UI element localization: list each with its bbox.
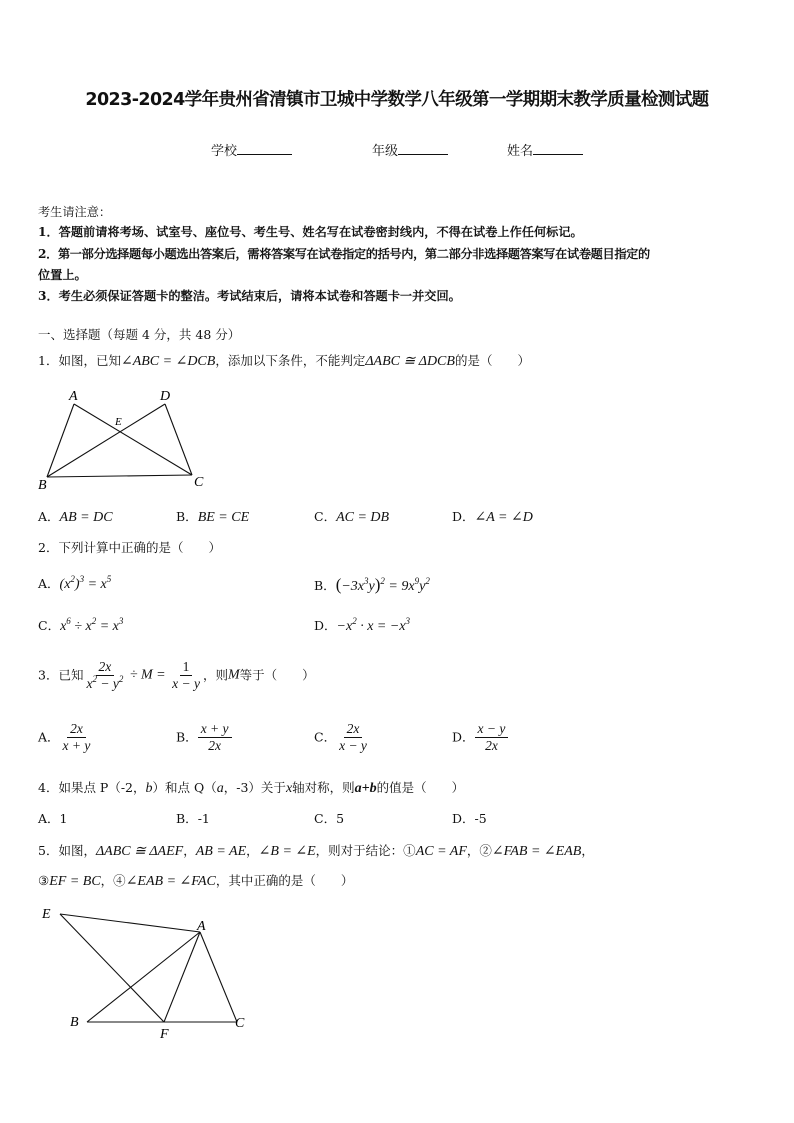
label-b: B — [70, 1015, 79, 1030]
school-blank[interactable] — [237, 142, 292, 155]
q4-option-b[interactable]: B．-1 — [176, 811, 210, 826]
grade-field[interactable]: 年级 — [372, 140, 448, 159]
section-heading: 一、选择题（每题 4 分，共 48 分） — [38, 327, 241, 342]
notice-item-1: 1．答题前请将考场、试室号、座位号、考生号、姓名写在试卷密封线内，不得在试卷上作任何标记。 — [38, 225, 583, 239]
segment-bd — [47, 404, 165, 477]
q3-right-fraction: $\frac{1}{x - y}$ — [172, 659, 200, 692]
name-blank[interactable] — [533, 142, 583, 155]
label-f: F — [160, 1027, 169, 1042]
page-title: 2023-2024学年贵州省清镇市卫城中学数学八年级第一学期期末教学质量检测试题 — [85, 90, 709, 110]
q2-option-c[interactable]: C．$x^6 \div x^2 = x^3$ — [38, 616, 124, 634]
q4-option-d[interactable]: D．-5 — [452, 811, 487, 826]
question-2-stem: 2．下列计算中正确的是（ ） — [38, 540, 221, 555]
question-1-figure — [30, 385, 220, 495]
q2-option-b[interactable]: B．$(-3x^3y)^2 = 9x^9y^2$ — [314, 575, 430, 594]
notice-item-2: 2．第一部分选择题每小题选出答案后，需将答案写在试卷指定的括号内，第二部分非选择题答案写在试卷题目指定的 — [38, 247, 650, 261]
label-c: C — [194, 475, 204, 490]
segment-cd — [165, 404, 192, 475]
label-a: A — [197, 919, 206, 934]
notice-item-3: 3．考生必须保证答题卡的整洁。考试结束后，请将本试卷和答题卡一并交回。 — [38, 289, 461, 303]
question-1-stem: 1．如图，已知∠ABC = ∠DCB，添加以下条件，不能判定ΔABC ≅ ΔDCB的是（ ） — [38, 353, 530, 369]
label-b: B — [38, 478, 47, 493]
q3-option-a[interactable]: A． $\frac{2x}{x + y}$ — [38, 721, 91, 754]
q1-option-c[interactable]: C．AC = DB — [314, 509, 390, 525]
grade-blank[interactable] — [398, 142, 448, 155]
segment-ba — [87, 932, 200, 1022]
school-field[interactable]: 学校 — [211, 140, 292, 159]
q4-option-c[interactable]: C．5 — [314, 811, 345, 826]
q1-option-b[interactable]: B．BE = CE — [176, 509, 250, 525]
notice-item-2-cont: 位置上。 — [38, 268, 87, 282]
question-5-stem-line-1: 5．如图，ΔABC ≅ ΔAEF，AB = AE，∠B = ∠E，则对于结论：①AC = AF，②∠FAB = ∠EAB， — [38, 843, 594, 859]
label-c: C — [235, 1016, 245, 1031]
segment-ea — [60, 914, 200, 932]
name-field[interactable]: 姓名 — [507, 140, 583, 159]
q3-left-fraction: $\frac{2x}{x^2 - y^2}$ — [86, 659, 124, 692]
q2-option-d[interactable]: D．$-x^2 \cdot x = -x^3$ — [314, 616, 411, 634]
label-a: A — [69, 389, 78, 404]
question-5-figure — [32, 900, 262, 1045]
question-3-stem: 3．已知 $\frac{2x}{x^2 - y^2}$ ÷ M = $\frac{1}{x - y}$ ，则M等于（ ） — [38, 659, 315, 692]
segment-ef — [60, 914, 164, 1022]
q1-option-d[interactable]: D．∠A = ∠D — [452, 509, 533, 525]
q3-option-c[interactable]: C． $\frac{2x}{x - y}$ — [314, 721, 367, 754]
segment-fa — [164, 932, 200, 1022]
q4-option-a[interactable]: A．1 — [38, 811, 68, 826]
segment-ac — [200, 932, 237, 1022]
label-d: D — [160, 389, 171, 404]
label-e: E — [42, 907, 51, 922]
notice-heading: 考生请注意： — [38, 205, 112, 219]
question-5-stem-line-2: ③EF = BC，④∠EAB = ∠FAC，其中正确的是（ ） — [38, 873, 354, 889]
q2-option-a[interactable]: A．$(x^2)^3 = x^5$ — [38, 574, 112, 592]
question-4-stem: 4．如果点 P（-2，b）和点 Q（a，-3）关于x轴对称，则a+b的值是（ ） — [38, 780, 465, 796]
segment-bc — [47, 475, 192, 477]
q3-option-b[interactable]: B． $\frac{x + y}{2x}$ — [176, 722, 232, 753]
segment-ab — [47, 404, 74, 477]
q3-option-d[interactable]: D． $\frac{x - y}{2x}$ — [452, 722, 508, 753]
q1-option-a[interactable]: A．AB = DC — [38, 509, 113, 525]
label-e: E — [115, 416, 122, 428]
segment-ac — [74, 404, 192, 475]
